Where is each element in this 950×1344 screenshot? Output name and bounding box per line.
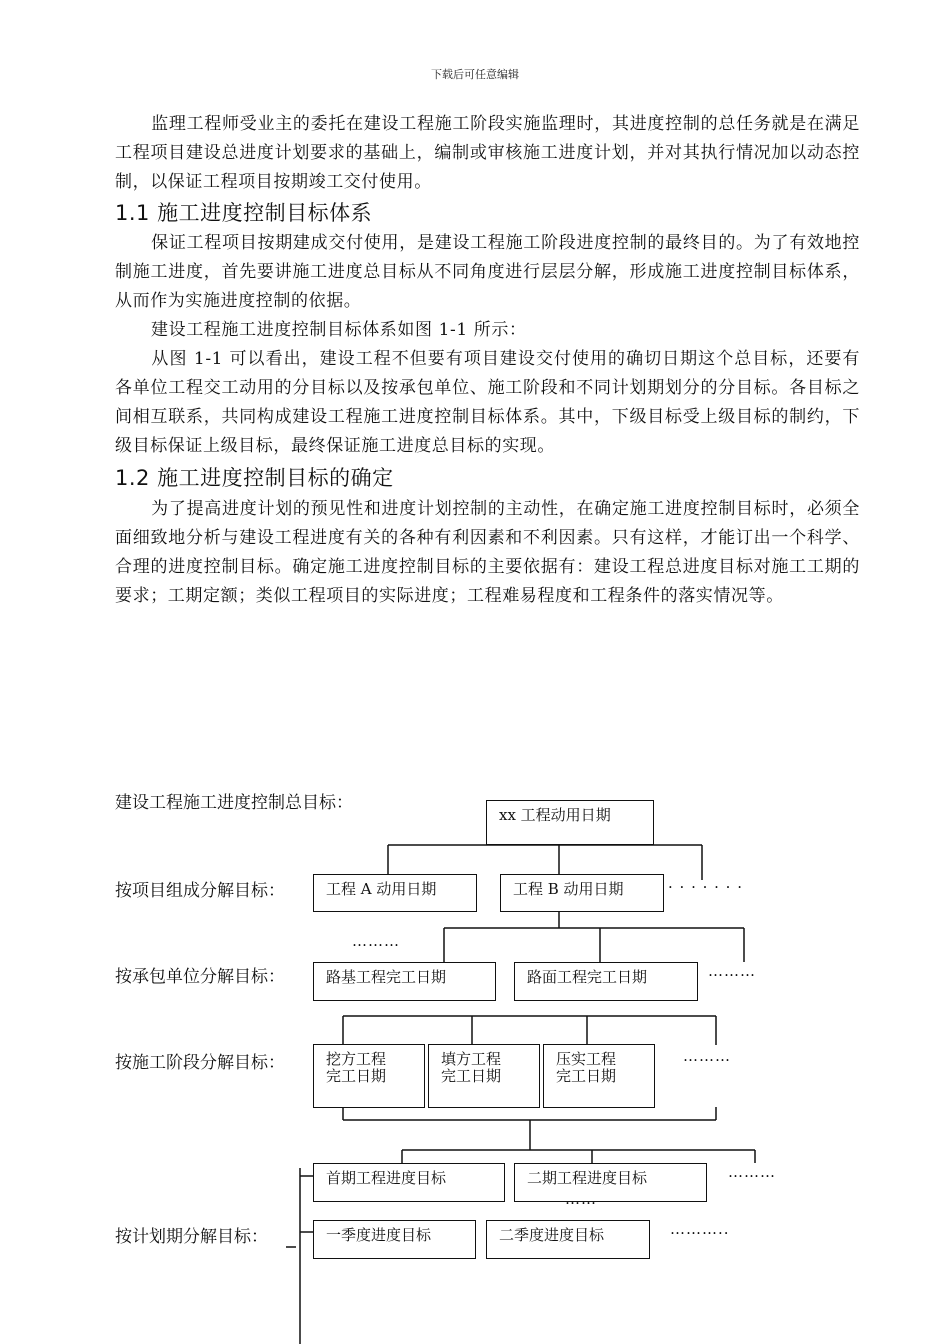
dots-under-project-a: ………	[352, 932, 400, 950]
label-by-period: 按计划期分解目标：	[115, 1227, 268, 1247]
dots-more-projects: · · · · · · ·	[668, 878, 743, 896]
box-project-b: 工程 B 动用日期	[500, 874, 664, 912]
section-heading-1-1: 1.1 施工进度控制目标体系	[115, 201, 373, 225]
paragraph-figure-explain: 从图 1-1 可以看出，建设工程不但要有项目建设交付使用的确切日期这个总目标，还要有各单位工程交工动用的分目标以及按承包单位、施工阶段和不同计划期划分的分目标。各目标之间相互联系，共同构成建设工程施工进度控制目标体系。其中，下级目标受上级目标的制约，下级目标保证上级目标，最终保证施工进度总目标的实现。	[115, 349, 860, 456]
dots-more-contractors: ………	[708, 962, 756, 980]
paragraph-intro: 监理工程师受业主的委托在建设工程施工阶段实施监理时，其进度控制的总任务就是在满足工程项目建设总进度计划要求的基础上，编制或审核施工进度计划，并对其执行情况加以动态控制，以保证工程项目按期竣工交付使用。	[115, 114, 860, 192]
box-compact: 压实工程 完工日期	[543, 1044, 655, 1108]
box-pavement: 路面工程完工日期	[514, 962, 698, 1001]
dots-more-stages: ………	[683, 1047, 731, 1065]
label-total-goal: 建设工程施工进度控制总目标：	[115, 793, 353, 813]
box-quarter-2: 二季度进度目标	[486, 1220, 650, 1259]
box-fill: 填方工程 完工日期	[428, 1044, 540, 1108]
box-phase-1: 首期工程进度目标	[313, 1163, 505, 1202]
box-roadbed: 路基工程完工日期	[313, 962, 496, 1001]
box-root-date: xx 工程动用日期	[486, 800, 654, 845]
dots-under-phase-2: ……	[565, 1190, 597, 1208]
paragraph-goal: 保证工程项目按期建成交付使用，是建设工程施工阶段进度控制的最终目的。为了有效地控制施工进度，首先要讲施工进度总目标从不同角度进行层层分解，形成施工进度控制目标体系，从而作为实施进度控制的依据。	[115, 233, 860, 311]
page-header: 下载后可任意编辑	[431, 68, 519, 81]
box-phase-2: 二期工程进度目标	[514, 1163, 707, 1202]
box-dig: 挖方工程 完工日期	[313, 1044, 425, 1108]
box-quarter-1: 一季度进度目标	[313, 1220, 476, 1259]
paragraph-determination: 为了提高进度计划的预见性和进度计划控制的主动性，在确定施工进度控制目标时，必须全面细致地分析与建设工程进度有关的各种有利因素和不利因素。只有这样，才能订出一个科学、合理的进度控制目标。确定施工进度控制目标的主要依据有：建设工程总进度目标对施工工期的要求；工期定额；类似工程项目的实际进度；工程难易程度和工程条件的落实情况等。	[115, 499, 860, 606]
box-project-a: 工程 A 动用日期	[313, 874, 477, 912]
dots-more-phases: ………	[728, 1163, 776, 1181]
paragraph-figure-ref: 建设工程施工进度控制目标体系如图 1-1 所示：	[151, 320, 527, 340]
dots-more-quarters: ………..	[670, 1220, 730, 1238]
label-by-stage: 按施工阶段分解目标：	[115, 1053, 285, 1073]
label-by-contractor: 按承包单位分解目标：	[115, 967, 285, 987]
label-by-project: 按项目组成分解目标：	[115, 881, 285, 901]
section-heading-1-2: 1.2 施工进度控制目标的确定	[115, 466, 394, 490]
